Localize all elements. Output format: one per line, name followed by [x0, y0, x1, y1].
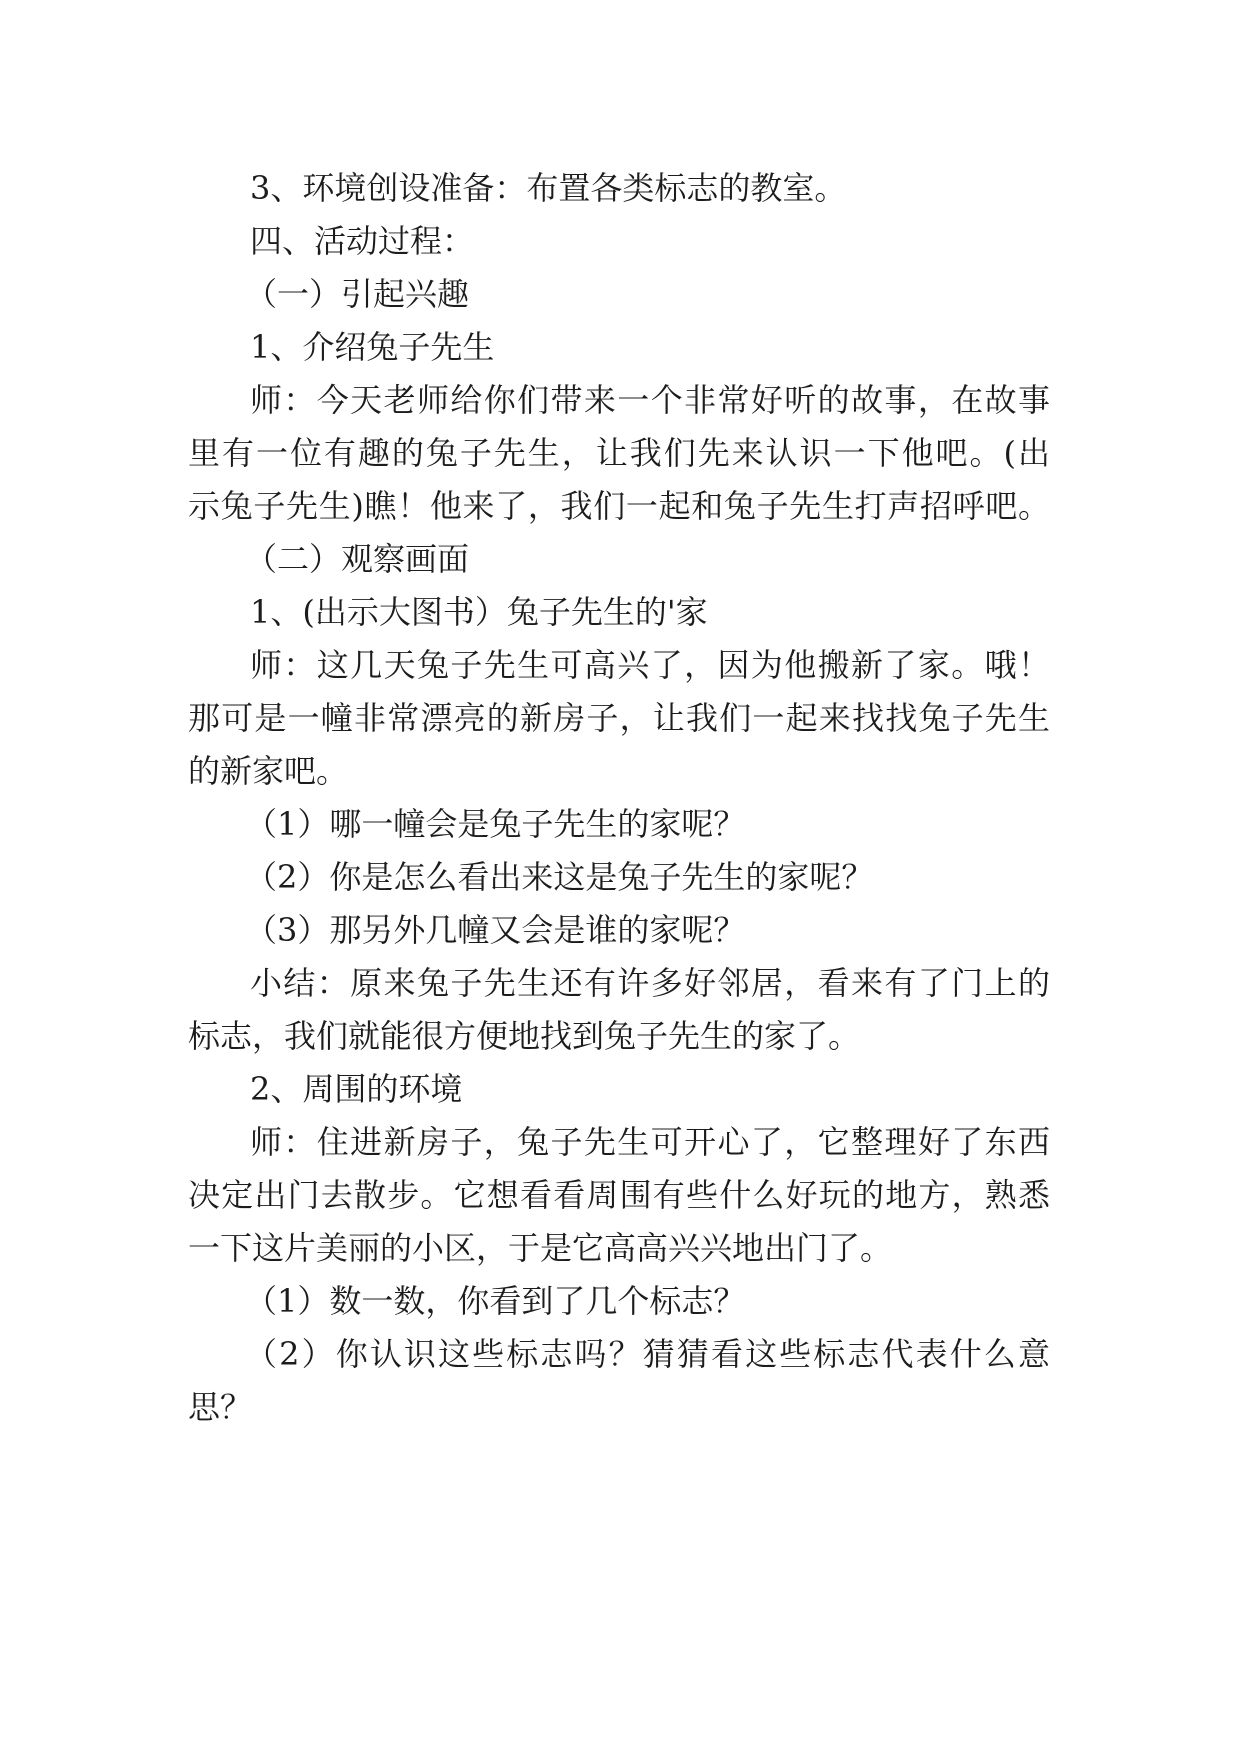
list-item: （1）数一数，你看到了几个标志？: [245, 1282, 746, 1320]
paragraph-line: 师：住进新房子，兔子先生可开心了，它整理好了东西: [250, 1123, 1050, 1161]
paragraph-line: 思？: [188, 1388, 253, 1426]
subsection-heading: （二）观察画面: [245, 540, 470, 578]
text-line: 1、介绍兔子先生: [250, 328, 495, 366]
subsection-heading: （一）引起兴趣: [245, 275, 470, 313]
paragraph-line: 示兔子先生)瞧！他来了，我们一起和兔子先生打声招呼吧。: [188, 487, 1050, 525]
section-heading: 四、活动过程：: [250, 222, 475, 260]
paragraph-line: 的新家吧。: [188, 752, 349, 790]
paragraph-line: 小结：原来兔子先生还有许多好邻居，看来有了门上的: [250, 964, 1050, 1002]
text-line: 2、周围的环境: [250, 1070, 463, 1108]
paragraph-line: 决定出门去散步。它想看看周围有些什么好玩的地方，熟悉: [188, 1176, 1050, 1214]
list-item: （2）你认识这些标志吗？猜猜看这些标志代表什么意: [245, 1335, 1050, 1373]
paragraph-line: 标志，我们就能很方便地找到兔子先生的家了。: [188, 1017, 861, 1055]
paragraph-line: 一下这片美丽的小区，于是它高高兴兴地出门了。: [188, 1229, 893, 1267]
text-line: 1、(出示大图书）兔子先生的'家: [250, 593, 708, 631]
paragraph-line: 师：今天老师给你们带来一个非常好听的故事，在故事: [250, 381, 1050, 419]
paragraph-line: 那可是一幢非常漂亮的新房子，让我们一起来找找兔子先生: [188, 699, 1050, 737]
paragraph-line: 里有一位有趣的兔子先生，让我们先来认识一下他吧。(出: [188, 434, 1050, 472]
list-item: （2）你是怎么看出来这是兔子先生的家呢？: [245, 858, 874, 896]
list-item: （1）哪一幢会是兔子先生的家呢？: [245, 805, 746, 843]
text-line: 3、环境创设准备：布置各类标志的教室。: [250, 169, 847, 207]
list-item: （3）那另外几幢又会是谁的家呢？: [245, 911, 746, 949]
paragraph-line: 师：这几天兔子先生可高兴了，因为他搬新了家。哦！: [250, 646, 1050, 684]
